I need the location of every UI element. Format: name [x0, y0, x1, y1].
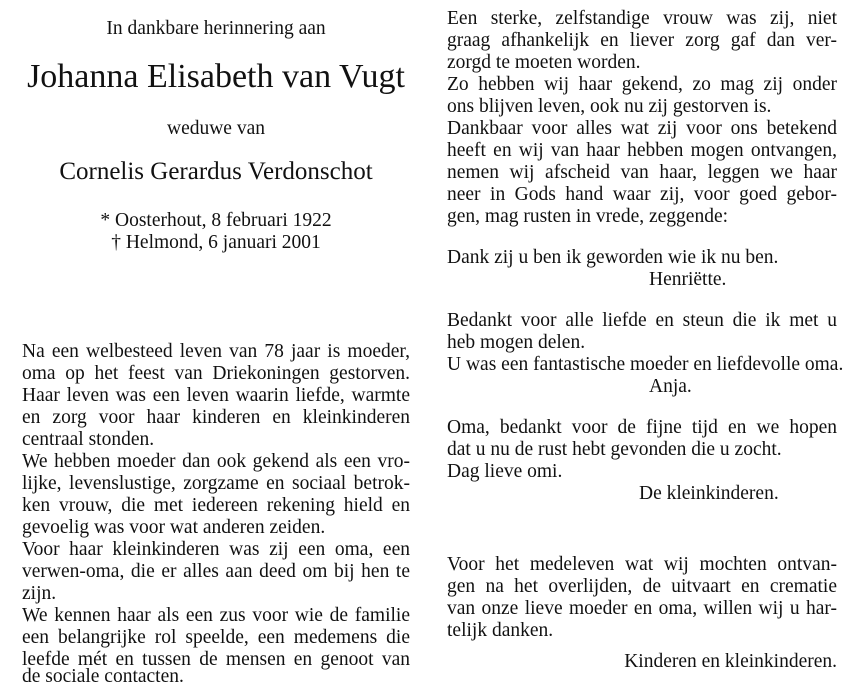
para-line: ons blijven leven, ook nu zij gestorven is.	[447, 96, 772, 117]
signature-anja: Anja.	[649, 376, 692, 397]
body-line: centraal stonden.	[22, 429, 155, 450]
body-line: Haar leven was een leven waarin liefde, warmte	[22, 385, 410, 406]
body-line: Na een welbesteed leven van 78 jaar is moeder,	[22, 341, 410, 362]
quote-anja-line: U was een fantastische moeder en liefdevolle oma.	[447, 354, 844, 375]
body-line: zijn.	[22, 583, 57, 604]
para-line: zorgd te moeten worden.	[447, 52, 641, 73]
intro-text: In dankbare herinnering aan	[106, 18, 326, 39]
body-line: lijke, levenslustige, zorgzame en sociaal betrok-	[22, 473, 410, 494]
quote-anja-line: Bedankt voor alle liefde en steun die ik met u	[447, 310, 837, 331]
thanks-line: Voor het medeleven wat wij mochten ontvan-	[447, 554, 837, 575]
body-line: We hebben moeder dan ook gekend als een vro-	[22, 451, 410, 472]
thanks-line: telijk danken.	[447, 620, 554, 641]
signature-henriette: Henriëtte.	[649, 269, 727, 290]
deceased-name: Johanna Elisabeth van Vugt	[27, 58, 405, 95]
quote-henriette: Dank zij u ben ik geworden wie ik nu ben.	[447, 247, 779, 268]
para-line: neer in Gods hand waar zij, voor goed gebor-	[447, 184, 837, 205]
para-line: Een sterke, zelfstandige vrouw was zij, niet	[447, 8, 837, 29]
death-line: † Helmond, 6 januari 2001	[111, 232, 321, 253]
body-line: een belangrijke rol speelde, een medemens die	[22, 627, 410, 648]
body-line: de sociale contacten.	[22, 666, 184, 687]
para-line: Zo hebben wij haar gekend, zo mag zij onder	[447, 74, 837, 95]
body-line: leefde mét en tussen de mensen en genoot van	[22, 649, 410, 670]
body-line: en zorg voor haar kinderen en kleinkinderen	[22, 407, 410, 428]
spouse-name: Cornelis Gerardus Verdonschot	[59, 158, 373, 185]
para-line: graag afhankelijk en liever zorg gaf dan ver-	[447, 30, 837, 51]
quote-grandchildren-line: Dag lieve omi.	[447, 461, 563, 482]
signature-grandchildren: De kleinkinderen.	[639, 483, 779, 504]
para-line: nemen wij afscheid van haar, leggen we haar	[447, 162, 837, 183]
para-line: Dankbaar voor alles wat zij voor ons betekend	[447, 118, 837, 139]
quote-grandchildren-line: Oma, bedankt voor de fijne tijd en we hopen	[447, 417, 837, 438]
para-line: heeft en wij van haar hebben mogen ontvangen,	[447, 140, 837, 161]
body-line: oma op het feest van Driekoningen gestorven.	[22, 363, 410, 384]
body-line: ken vrouw, die met iedereen rekening hield en	[22, 495, 410, 516]
quote-anja-line: heb mogen delen.	[447, 332, 586, 353]
thanks-line: van onze lieve moeder en oma, willen wij u har-	[447, 598, 837, 619]
body-line: We kennen haar als een zus voor wie de familie	[22, 605, 410, 626]
birth-line: * Oosterhout, 8 februari 1922	[100, 210, 332, 231]
para-line: gen, mag rusten in vrede, zeggende:	[447, 206, 729, 227]
body-line: gevoelig was voor wat anderen zeiden.	[22, 517, 326, 538]
body-line: Voor haar kleinkinderen was zij een oma, een	[22, 539, 410, 560]
body-line: verwen-oma, die er alles aan deed om bij hen te	[22, 561, 410, 582]
quote-grandchildren-line: dat u nu de rust hebt gevonden die u zocht.	[447, 439, 782, 460]
signature-family: Kinderen en kleinkinderen.	[624, 651, 837, 672]
widow-text: weduwe van	[166, 118, 265, 139]
thanks-line: gen na het overlijden, de uitvaart en crematie	[447, 576, 837, 597]
